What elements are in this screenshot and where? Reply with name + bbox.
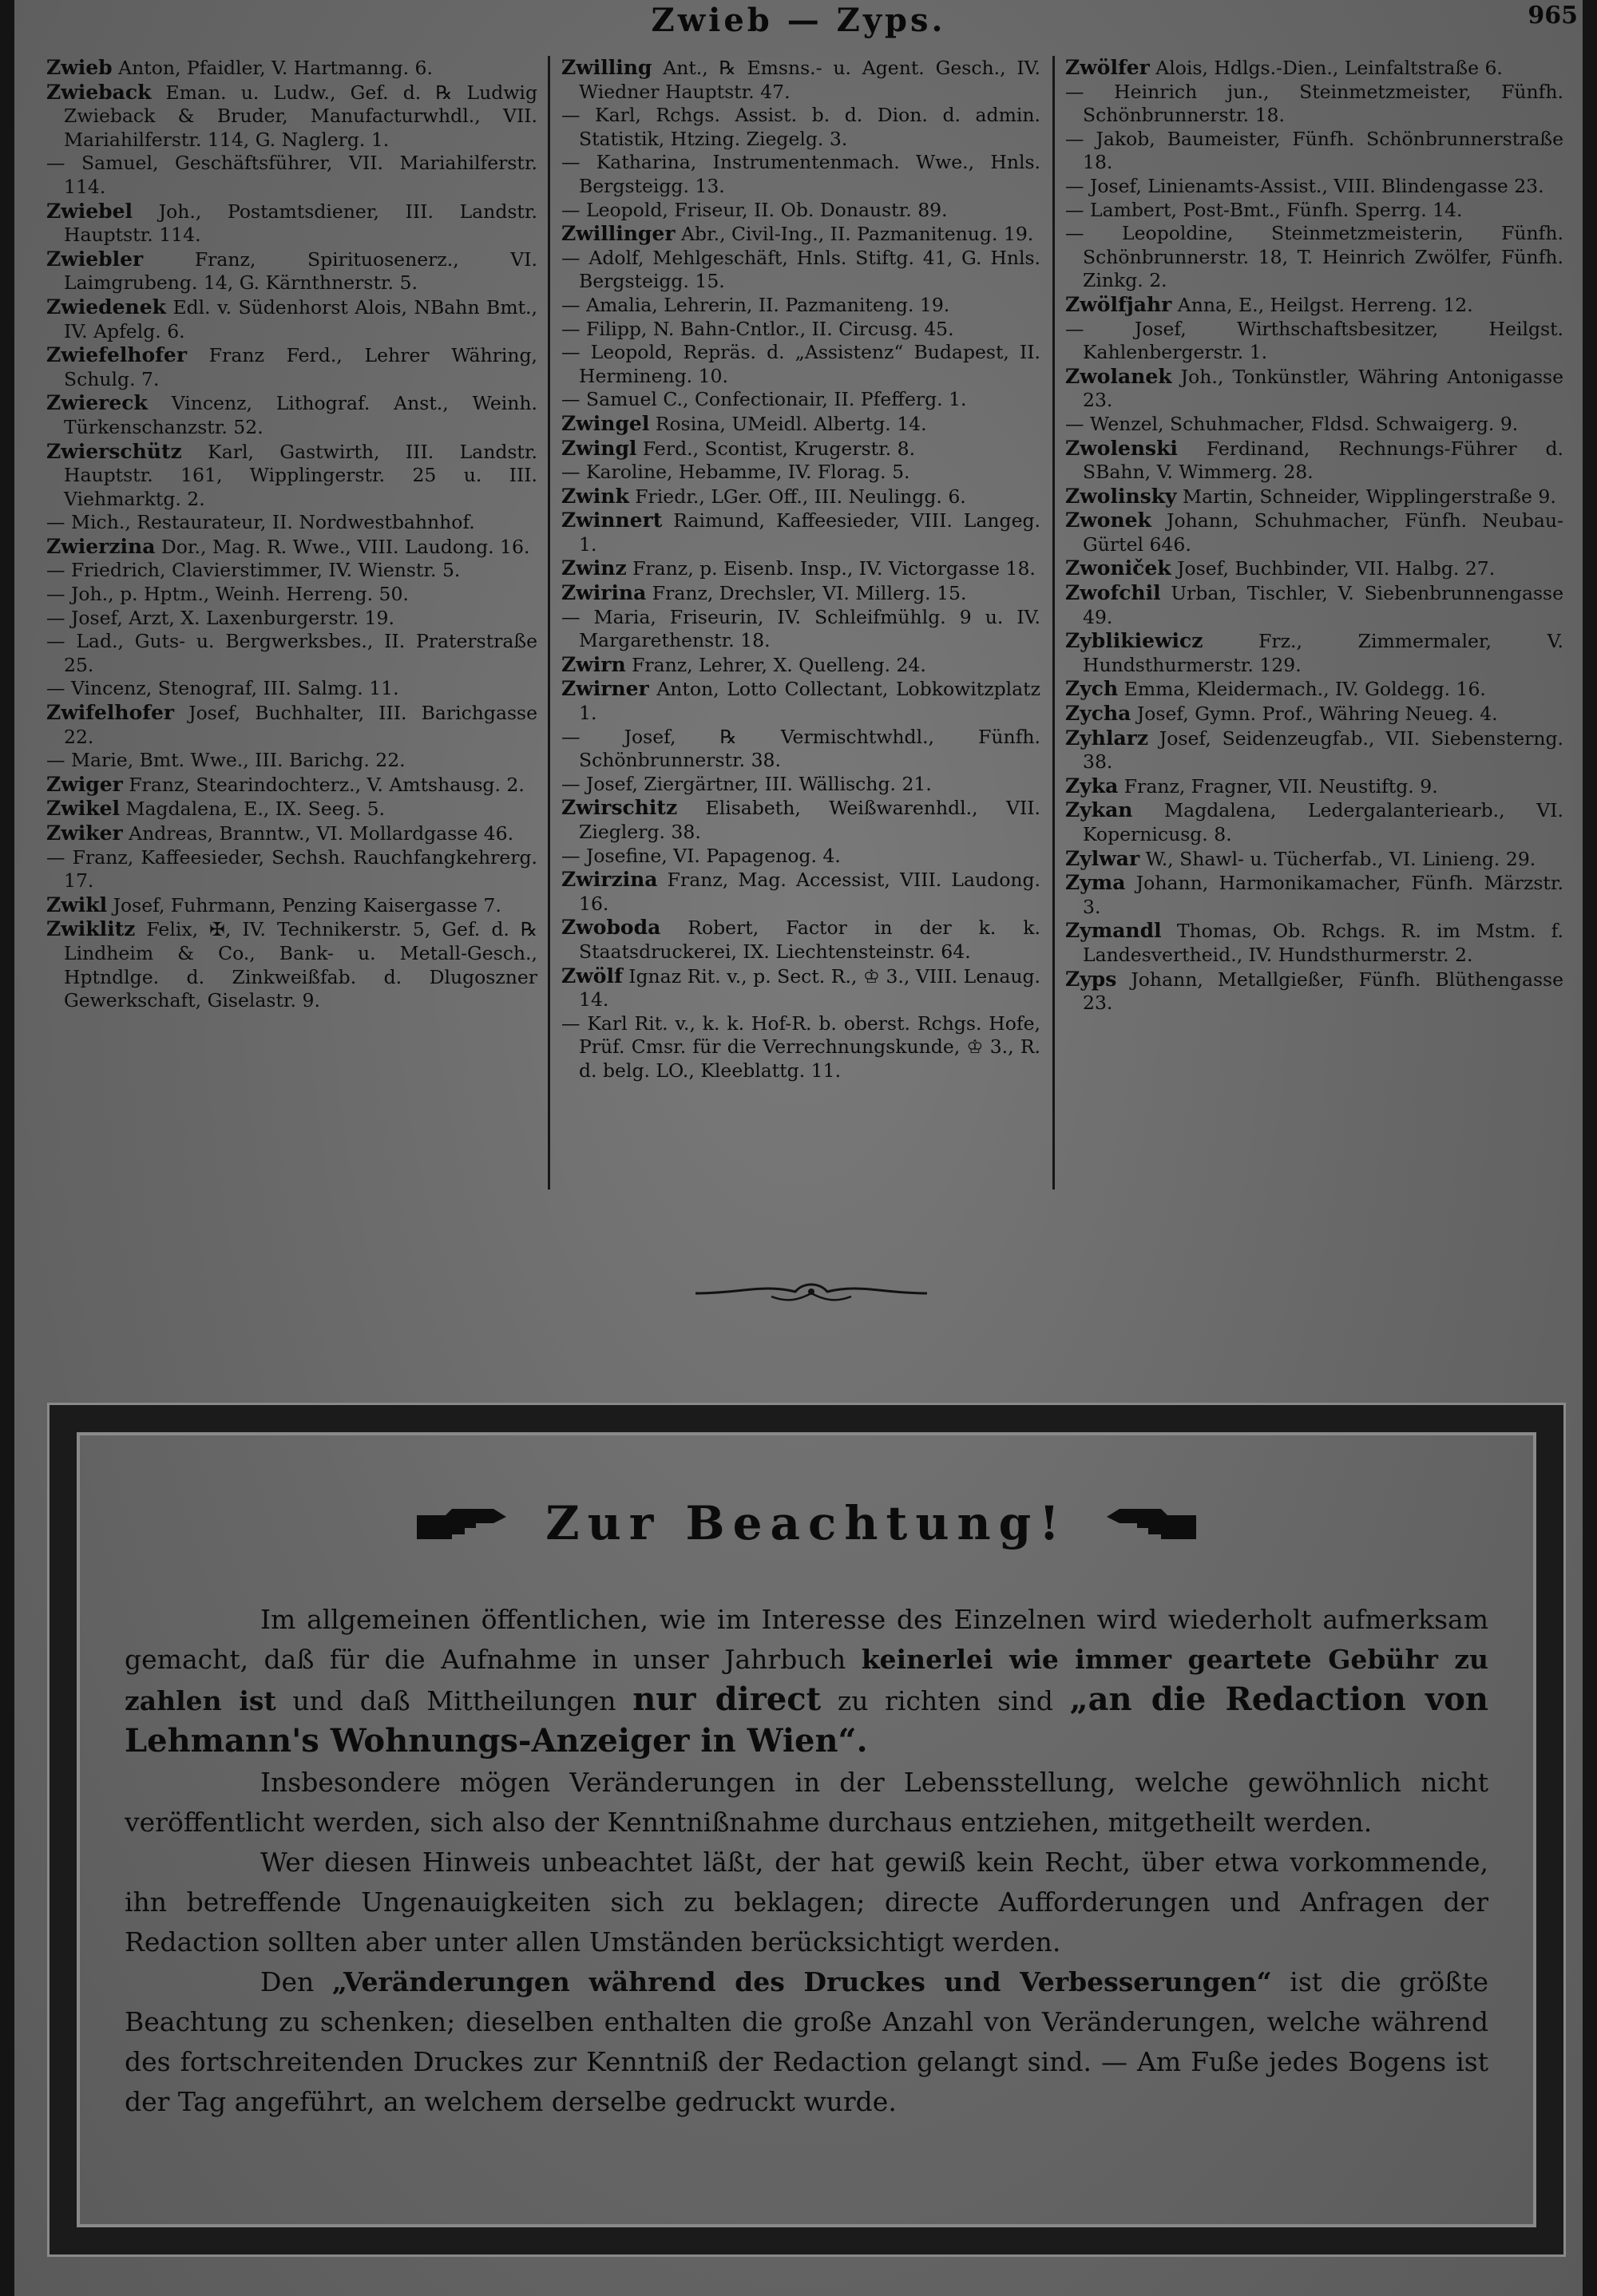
pointing-hand-left-icon <box>1104 1499 1199 1547</box>
entry-surname: Zyma <box>1065 871 1126 895</box>
entry-details: Franz, Mag. Accessist, VIII. Laudong. 16. <box>579 869 1040 915</box>
notice-body <box>125 1600 1488 2122</box>
directory-entry <box>561 581 1040 606</box>
directory-entry <box>1065 847 1563 872</box>
directory-entry <box>561 461 1040 485</box>
directory-entry <box>46 440 537 512</box>
page-number: 965 <box>1528 2 1578 30</box>
entry-details: Ferdinand, Rechnungs-Führer d. SBahn, V. Wimmerg. 28. <box>1083 437 1563 484</box>
directory-entry <box>561 412 1040 437</box>
directory-entry <box>46 749 537 773</box>
entry-surname: Zwillinger <box>561 222 676 246</box>
entry-surname: Zymandl <box>1065 919 1162 943</box>
directory-entry <box>46 511 537 535</box>
entry-surname: Zwieback <box>46 80 152 104</box>
directory-entry <box>561 845 1040 869</box>
entry-details: Emma, Kleidermach., IV. Goldegg. 16. <box>1123 678 1486 701</box>
directory-entry <box>1065 919 1563 967</box>
entry-details: Raimund, Kaffeesieder, VIII. Langeg. 1. <box>579 509 1040 556</box>
directory-entry <box>46 152 537 199</box>
entry-details: Vincenz, Lithograf. Anst., Weinh. Türkenschanzstr. 52. <box>64 392 537 438</box>
directory-entry <box>1065 318 1563 365</box>
entry-surname: Zwilling <box>561 56 652 79</box>
entry-details: — Adolf, Mehlgeschäft, Hnls. Stiftg. 41, G. Hnls. Bergsteigg. 15. <box>561 246 1040 293</box>
directory-entry <box>46 391 537 439</box>
entry-details: Franz, Stearindochterz., V. Amtshausg. 2. <box>129 773 525 796</box>
directory-entry <box>1065 556 1563 581</box>
pointing-hand-right-icon <box>414 1499 509 1547</box>
notice-text-segment: Den <box>260 1966 332 1997</box>
entry-surname: Zycha <box>1065 702 1131 726</box>
notice-text-segment: und daß Mittheilungen <box>275 1685 633 1716</box>
entry-details: Karl, Gastwirth, III. Landstr. Hauptstr. 161, Wipplingerstr. 25 u. III. Viehmarktg. 2. <box>64 440 537 510</box>
directory-entry <box>561 151 1040 198</box>
entry-details: Elisabeth, Weißwarenhdl., VII. Zieglerg. 38. <box>579 797 1040 843</box>
column-rule <box>548 56 550 1190</box>
directory-entry <box>1065 677 1563 702</box>
entry-details: — Joh., p. Hptm., Weinh. Herreng. 50. <box>46 583 409 606</box>
entry-details: Franz Ferd., Lehrer Währing, Schulg. 7. <box>64 344 537 390</box>
directory-entry <box>1065 798 1563 846</box>
entry-details: — Josefine, VI. Papagenog. 4. <box>561 844 841 867</box>
entry-surname: Zwikel <box>46 797 120 821</box>
directory-entry <box>1065 774 1563 799</box>
entry-surname: Zwinz <box>561 556 627 580</box>
directory-entry <box>1065 702 1563 726</box>
directory-entry <box>46 247 537 295</box>
entry-surname: Zwiedenek <box>46 295 166 319</box>
directory-entry <box>46 701 537 749</box>
entry-details: — Karoline, Hebamme, IV. Florag. 5. <box>561 461 910 484</box>
directory-entry <box>561 104 1040 151</box>
entry-surname: Zwierzina <box>46 534 156 558</box>
entry-details: Frz., Zimmermaler, V. Hundsthurmerstr. 129. <box>1083 630 1563 676</box>
entry-details: Andreas, Branntw., VI. Mollardgasse 46. <box>129 822 514 845</box>
directory-entry <box>46 846 537 893</box>
entry-surname: Zwingl <box>561 436 637 460</box>
entry-details: — Lad., Guts- u. Bergwerksbes., II. Praterstraße 25. <box>46 630 537 676</box>
entry-details: Franz, Fragner, VII. Neustiftg. 9. <box>1123 774 1438 798</box>
entry-details: Eman. u. Ludw., Gef. d. ℞ Ludwig Zwieback & Bruder, Manufacturwhdl., VII. Mariahilferstr. 114, G. Naglerg. 1. <box>64 81 537 151</box>
entry-surname: Zwink <box>561 484 629 508</box>
entry-details: — Katharina, Instrumentenmach. Wwe., Hnls. Bergsteigg. 13. <box>561 151 1040 197</box>
entry-surname: Zwoniček <box>1065 556 1171 580</box>
entry-details: — Josef, Wirthschaftsbesitzer, Heilgst. Kahlenbergerstr. 1. <box>1065 317 1563 364</box>
entry-surname: Zyka <box>1065 774 1119 798</box>
entry-details: Franz, Lehrer, X. Quelleng. 24. <box>632 653 926 676</box>
entry-surname: Zwiger <box>46 772 123 796</box>
entry-details: Ignaz Rit. v., p. Sect. R., ♔ 3., VIII. Lenaug. 14. <box>579 964 1040 1011</box>
entry-details: Joh., Tonkünstler, Währing Antonigasse 23. <box>1083 365 1563 412</box>
entry-details: — Vincenz, Stenograf, III. Salmg. 11. <box>46 677 399 700</box>
notice-paragraph <box>125 1843 1488 1962</box>
notice-title: Zur Beachtung! <box>545 1496 1068 1550</box>
directory-entry <box>561 56 1040 104</box>
entry-details: — Samuel C., Confectionair, II. Pfefferg. 1. <box>561 388 967 411</box>
directory-entry <box>561 606 1040 653</box>
entry-details: Josef, Gymn. Prof., Währing Neueg. 4. <box>1136 703 1498 726</box>
entry-surname: Zwifelhofer <box>46 701 175 725</box>
directory-entry <box>46 630 537 677</box>
entry-details: Josef, Buchbinder, VII. Halbg. 27. <box>1177 557 1496 580</box>
directory-entry <box>561 868 1040 916</box>
directory-entry <box>561 247 1040 294</box>
running-head: Zwieb — Zyps. <box>651 2 946 39</box>
entry-details: Edl. v. Südenhorst Alois, NBahn Bmt., IV. Apfelg. 6. <box>64 295 537 342</box>
entry-details: Urban, Tischler, V. Siebenbrunnengasse 49. <box>1083 582 1563 628</box>
directory-entry <box>561 341 1040 388</box>
directory-entry <box>1065 222 1563 293</box>
entry-surname: Zwiefelhofer <box>46 343 188 367</box>
entry-details: Johann, Harmonikamacher, Fünfh. Märzstr. 3. <box>1083 872 1563 918</box>
entry-surname: Zwirn <box>561 652 626 676</box>
entry-details: Felix, ✠, IV. Technikerstr. 5, Gef. d. ℞ Lindheim & Co., Bank- u. Metall-Gesch., Hptndlge. d. Zinkweißfab. d. Dlugoszner Gewerkschaft, Giselastr. 9. <box>64 918 537 1012</box>
entry-details: Anton, Pfaidler, V. Hartmanng. 6. <box>118 57 433 79</box>
entry-details: Franz, Drechsler, VI. Millerg. 15. <box>652 582 967 605</box>
entry-surname: Zwölfjahr <box>1065 292 1172 316</box>
directory-entry <box>46 917 537 1012</box>
entry-details: Anna, E., Heilgst. Herreng. 12. <box>1177 293 1473 316</box>
entry-details: Magdalena, Ledergalanteriearb., VI. Kopernicusg. 8. <box>1083 799 1563 845</box>
entry-details: — Friedrich, Clavierstimmer, IV. Wienstr. 5. <box>46 559 461 582</box>
entry-surname: Zwieb <box>46 56 113 79</box>
directory-entry <box>561 318 1040 342</box>
entry-details: — Wenzel, Schuhmacher, Fldsd. Schwaigerg. 9. <box>1065 412 1519 435</box>
directory-entry <box>1065 581 1563 629</box>
entry-details: — Josef, Ziergärtner, III. Wällischg. 21. <box>561 772 932 795</box>
entry-details: — Mich., Restaurateur, II. Nordwestbahnhof. <box>46 511 475 534</box>
directory-entry <box>1065 56 1563 81</box>
entry-details: Robert, Factor in der k. k. Staatsdruckerei, IX. Liechtensteinstr. 64. <box>579 916 1040 963</box>
column-rule <box>1052 56 1055 1190</box>
entry-surname: Zwingel <box>561 411 650 435</box>
directory-entry <box>1065 413 1563 437</box>
directory-entry <box>1065 365 1563 413</box>
directory-entry <box>561 773 1040 797</box>
notice-paragraph <box>125 1600 1488 1763</box>
entry-details: W., Shawl- u. Tücherfab., VI. Linieng. 29. <box>1145 847 1536 870</box>
directory-entry <box>561 556 1040 581</box>
notice-paragraph <box>125 1763 1488 1843</box>
directory-entry <box>46 583 537 607</box>
entry-surname: Zwonek <box>1065 509 1151 532</box>
entry-details: — Amalia, Lehrerin, II. Pazmaniteng. 19. <box>561 293 950 316</box>
entry-details: — Lambert, Post-Bmt., Fünfh. Sperrg. 14. <box>1065 198 1463 221</box>
entry-details: — Jakob, Baumeister, Fünfh. Schönbrunnerstraße 18. <box>1065 127 1563 174</box>
directory-entry <box>561 677 1040 725</box>
entry-details: Abr., Civil-Ing., II. Pazmanitenug. 19. <box>680 223 1034 246</box>
directory-entry <box>561 653 1040 678</box>
entry-details: Thomas, Ob. Rchgs. R. im Mstm. f. Landesvertheid., IV. Hundsthurmerstr. 2. <box>1083 920 1563 966</box>
notice-text-segment: „an die Redaction von Lehmann's Wohnungs-Anzeiger in Wien“. <box>125 1680 1488 1760</box>
entry-surname: Zwiebler <box>46 247 144 271</box>
entry-surname: Zwiebel <box>46 199 133 223</box>
ornament-divider <box>692 1276 931 1308</box>
notice-content <box>125 1496 1488 2195</box>
entry-surname: Zyhlarz <box>1065 726 1149 750</box>
directory-entry <box>561 1012 1040 1083</box>
entry-surname: Zwirzina <box>561 868 658 892</box>
directory-entry <box>46 535 537 560</box>
entry-details: Johann, Schuhmacher, Fünfh. Neubau-Gürtel 646. <box>1083 509 1563 556</box>
directory-entry <box>46 893 537 918</box>
directory-entry <box>46 559 537 583</box>
entry-details: Franz, Spirituosenerz., VI. Laimgrubeng. 14, G. Kärnthnerstr. 5. <box>64 247 537 295</box>
directory-entry <box>1065 81 1563 128</box>
entry-details: — Marie, Bmt. Wwe., III. Barichg. 22. <box>46 749 406 772</box>
entry-details: Josef, Seidenzeugfab., VII. Siebensterng. 38. <box>1083 726 1563 774</box>
directory-entry <box>1065 871 1563 919</box>
entry-details: Josef, Fuhrmann, Penzing Kaisergasse 7. <box>113 893 501 916</box>
directory-entry <box>561 964 1040 1012</box>
notice-text-segment: Im allgemeinen öffentlichen, wie im Interesse des Einzelnen wird wiederholt aufmerksam gemacht, daß für die Aufnahme in unser Jahrbuch <box>125 1604 1488 1675</box>
entry-surname: Zykan <box>1065 798 1133 822</box>
directory-entry <box>1065 629 1563 677</box>
directory-entry <box>46 295 537 343</box>
directory-entry <box>561 485 1040 509</box>
directory-column-1 <box>46 56 537 1229</box>
directory-entry <box>1065 726 1563 774</box>
entry-details: — Josef, Linienamts-Assist., VIII. Blindengasse 23. <box>1065 174 1544 197</box>
entry-details: — Samuel, Geschäftsführer, VII. Mariahilferstr. 114. <box>46 152 537 198</box>
notice-text-segment: nur direct <box>632 1680 822 1718</box>
directory-entry <box>46 343 537 391</box>
directory-entry <box>46 607 537 631</box>
entry-details: — Karl, Rchgs. Assist. b. d. Dion. d. admin. Statistik, Htzing. Ziegelg. 3. <box>561 104 1040 150</box>
entry-details: Anton, Lotto Collectant, Lobkowitzplatz 1. <box>579 678 1040 725</box>
entry-surname: Zwikl <box>46 893 108 916</box>
directory-entry <box>1065 128 1563 175</box>
notice-paragraph <box>125 1962 1488 2122</box>
directory-entry <box>46 821 537 846</box>
entry-surname: Zwolinsky <box>1065 484 1177 508</box>
notice-text-segment: Insbesondere mögen Veränderungen in der Lebensstellung, welche gewöhnlich nicht veröffentlicht werden, sich also der Kenntnißnahme durchaus entziehen, mitgetheilt werden. <box>125 1767 1488 1838</box>
notice-text-segment: keinerlei wie immer geartete Gebühr zu zahlen ist <box>125 1644 1488 1716</box>
entry-details: Rosina, UMeidl. Albertg. 14. <box>655 412 927 435</box>
directory-entry <box>1065 485 1563 509</box>
directory-entry <box>1065 968 1563 1015</box>
entry-details: — Josef, ℞ Vermischtwhdl., Fünfh. Schönbrunnerstr. 38. <box>561 725 1040 772</box>
entry-details: Josef, Buchhalter, III. Barichgasse 22. <box>64 702 537 748</box>
entry-surname: Zwölf <box>561 964 623 988</box>
entry-details: Ferd., Scontist, Krugerstr. 8. <box>642 437 916 460</box>
directory-entry <box>46 797 537 821</box>
directory-entry <box>46 81 537 152</box>
entry-surname: Zwinnert <box>561 509 663 532</box>
directory-entry <box>46 56 537 81</box>
entry-surname: Zych <box>1065 677 1119 701</box>
entry-surname: Zwirschitz <box>561 796 678 820</box>
notice-box <box>50 1405 1563 2254</box>
entry-details: — Maria, Friseurin, IV. Schleifmühlg. 9 u. IV. Margarethenstr. 18. <box>561 605 1040 652</box>
entry-surname: Zwofchil <box>1065 581 1161 605</box>
entry-details: Johann, Metallgießer, Fünfh. Blüthengasse 23. <box>1083 968 1563 1015</box>
entry-details: — Josef, Arzt, X. Laxenburgerstr. 19. <box>46 606 394 629</box>
directory-entry <box>561 294 1040 318</box>
directory-column-2 <box>561 56 1040 1229</box>
directory-entry <box>561 726 1040 773</box>
entry-details: — Karl Rit. v., k. k. Hof-R. b. oberst. Rchgs. Hofe, Prüf. Cmsr. für die Verrechnungskunde, ♔ 3., R. d. belg. LO., Kleeblattg. 11. <box>561 1011 1040 1082</box>
entry-surname: Zwiker <box>46 821 123 845</box>
directory-entry <box>561 437 1040 461</box>
notice-text-segment: ist die größte Beachtung zu schenken; dieselben enthalten die große Anzahl von Veränderungen, welche während des fortschreitenden Druckes zur Kenntniß der Redaction gelangt sind. — Am Fuße jedes Bogens ist der Tag angeführt, an welchem derselbe gedruckt wurde. <box>125 1966 1488 2117</box>
notice-text-segment: zu richten sind <box>821 1685 1070 1716</box>
notice-text-segment: Wer diesen Hinweis unbeachtet läßt, der hat gewiß kein Recht, über etwa vorkommende, ihn betreffende Ungenauigkeiten sich zu beklagen; directe Aufforderungen und Anfragen der Redaction sollten aber unter allen Umständen berücksichtigt werden. <box>125 1847 1488 1958</box>
directory-columns <box>46 56 1563 1229</box>
directory-entry <box>561 199 1040 223</box>
entry-details: Magdalena, E., IX. Seeg. 5. <box>125 798 385 821</box>
directory-entry <box>1065 175 1563 199</box>
entry-details: — Leopoldine, Steinmetzmeisterin, Fünfh. Schönbrunnerstr. 18, T. Heinrich Zwölfer, Fünfh. Zinkg. 2. <box>1065 222 1563 292</box>
entry-details: Friedr., LGer. Off., III. Neulingg. 6. <box>635 485 966 508</box>
entry-surname: Zwierschütz <box>46 439 182 463</box>
page-header <box>14 2 1583 37</box>
entry-details: Dor., Mag. R. Wwe., VIII. Laudong. 16. <box>160 535 530 558</box>
directory-entry <box>46 773 537 798</box>
directory-entry <box>1065 509 1563 556</box>
entry-surname: Zwölfer <box>1065 56 1150 79</box>
directory-entry <box>1065 437 1563 485</box>
entry-details: — Filipp, N. Bahn-Cntlor., II. Circusg. 45. <box>561 317 954 340</box>
entry-details: Martin, Schneider, Wipplingerstraße 9. <box>1183 485 1556 508</box>
entry-surname: Zwolenski <box>1065 436 1178 460</box>
entry-surname: Zwiklitz <box>46 917 136 941</box>
directory-entry <box>561 509 1040 556</box>
notice-text-segment: „Veränderungen während des Druckes und Verbesserungen“ <box>331 1966 1272 1997</box>
entry-surname: Zwolanek <box>1065 364 1172 388</box>
directory-entry <box>1065 293 1563 318</box>
entry-surname: Zyps <box>1065 967 1117 991</box>
entry-surname: Zylwar <box>1065 846 1140 870</box>
entry-details: Franz, p. Eisenb. Insp., IV. Victorgasse 18. <box>632 557 1036 580</box>
entry-details: Ant., ℞ Emsns.- u. Agent. Gesch., IV. Wiedner Hauptstr. 47. <box>579 57 1040 103</box>
entry-details: Joh., Postamtsdiener, III. Landstr. Hauptstr. 114. <box>64 200 537 247</box>
entry-surname: Zwoboda <box>561 916 661 940</box>
directory-entry <box>561 916 1040 964</box>
entry-surname: Zwirner <box>561 677 649 701</box>
entry-details: — Leopold, Repräs. d. „Assistenz“ Budapest, II. Hermineng. 10. <box>561 341 1040 387</box>
entry-surname: Zwiereck <box>46 391 148 415</box>
directory-entry <box>561 222 1040 247</box>
directory-entry <box>561 796 1040 844</box>
entry-surname: Zyblikiewicz <box>1065 629 1203 653</box>
entry-surname: Zwirina <box>561 581 647 605</box>
entry-details: — Heinrich jun., Steinmetzmeister, Fünfh. Schönbrunnerstr. 18. <box>1065 80 1563 127</box>
directory-column-3 <box>1065 56 1563 1229</box>
notice-title-row <box>125 1496 1488 1560</box>
directory-page <box>14 0 1583 2296</box>
entry-details: — Franz, Kaffeesieder, Sechsh. Rauchfangkehrerg. 17. <box>46 845 537 893</box>
directory-entry <box>46 677 537 701</box>
directory-entry <box>1065 199 1563 223</box>
entry-details: — Leopold, Friseur, II. Ob. Donaustr. 89. <box>561 198 948 221</box>
directory-entry <box>561 388 1040 412</box>
entry-details: Alois, Hdlgs.-Dien., Leinfaltstraße 6. <box>1155 57 1503 79</box>
directory-entry <box>46 200 537 247</box>
